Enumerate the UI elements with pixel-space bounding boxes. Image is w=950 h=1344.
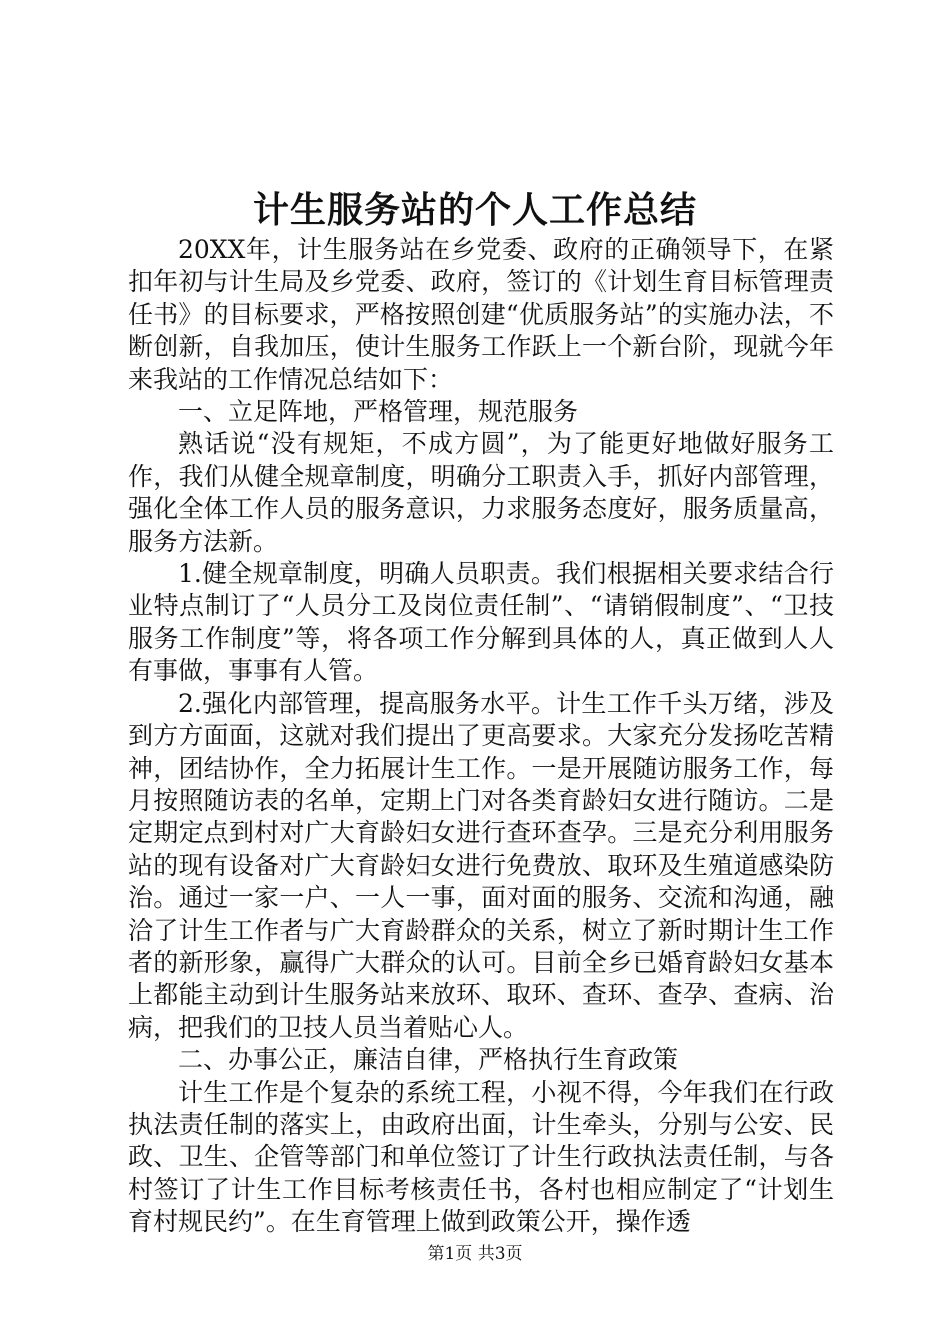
section-heading-1: 一、立足阵地，严格管理，规范服务 <box>178 397 579 427</box>
paragraph-section-1: 熟话说“没有规矩，不成方圆”，为了能更好地做好服务工作，我们从健全规章制度，明确分工职责入手，抓好内部管理，强化全体工作人员的服务意识，力求服务态度好，服务质量高，服务方法新。 <box>128 429 834 556</box>
paragraph-item-1: 1.健全规章制度，明确人员职责。我们根据相关要求结合行业特点制订了“人员分工及岗位责任制”、“请销假制度”、“卫技服务工作制度”等，将各项工作分解到具体的人，真正做到人人有事做，事事有人管。 <box>128 559 834 686</box>
section-heading-2: 二、办事公正，廉洁自律，严格执行生育政策 <box>178 1045 679 1075</box>
page-number: 第1页 共3页 <box>427 1244 523 1264</box>
paragraph-section-2: 计生工作是个复杂的系统工程，小视不得，今年我们在行政执法责任制的落实上，由政府出面，计生牵头，分别与公安、民政、卫生、企管等部门和单位签订了计生行政执法责任制，与各村签订了计生工作目标考核责任书，各村也相应制定了“计划生育村规民约”。在生育管理上做到政策公开，操作透 <box>128 1077 834 1237</box>
paragraph-intro: 20XX年，计生服务站在乡党委、政府的正确领导下，在紧扣年初与计生局及乡党委、政府，签订的《计划生育目标管理责任书》的目标要求，严格按照创建“优质服务站”的实施办法，不断创新，自我加压，使计生服务工作跃上一个新台阶，现就今年来我站的工作情况总结如下： <box>128 235 834 394</box>
document-title: 计生服务站的个人工作总结 <box>252 189 697 231</box>
document-body <box>128 234 834 1239</box>
paragraph-item-2: 2.强化内部管理，提高服务水平。计生工作千头万绪，涉及到方方面面，这就对我们提出了更高要求。大家充分发扬吃苦精神，团结协作，全力拓展计生工作。一是开展随访服务工作，每月按照随访表的名单，定期上门对各类育龄妇女进行随访。二是定期定点到村对广大育龄妇女进行查环查孕。三是充分利用服务站的现有设备对广大育龄妇女进行免费放、取环及生殖道感染防治。通过一家一户、一人一事，面对面的服务、交流和沟通，融洽了计生工作者与广大育龄群众的关系，树立了新时期计生工作者的新形象，赢得广大群众的认可。目前全乡已婚育龄妇女基本上都能主动到计生服务站来放环、取环、查环、查孕、查病、治病，把我们的卫技人员当着贴心人。 <box>128 688 834 1042</box>
